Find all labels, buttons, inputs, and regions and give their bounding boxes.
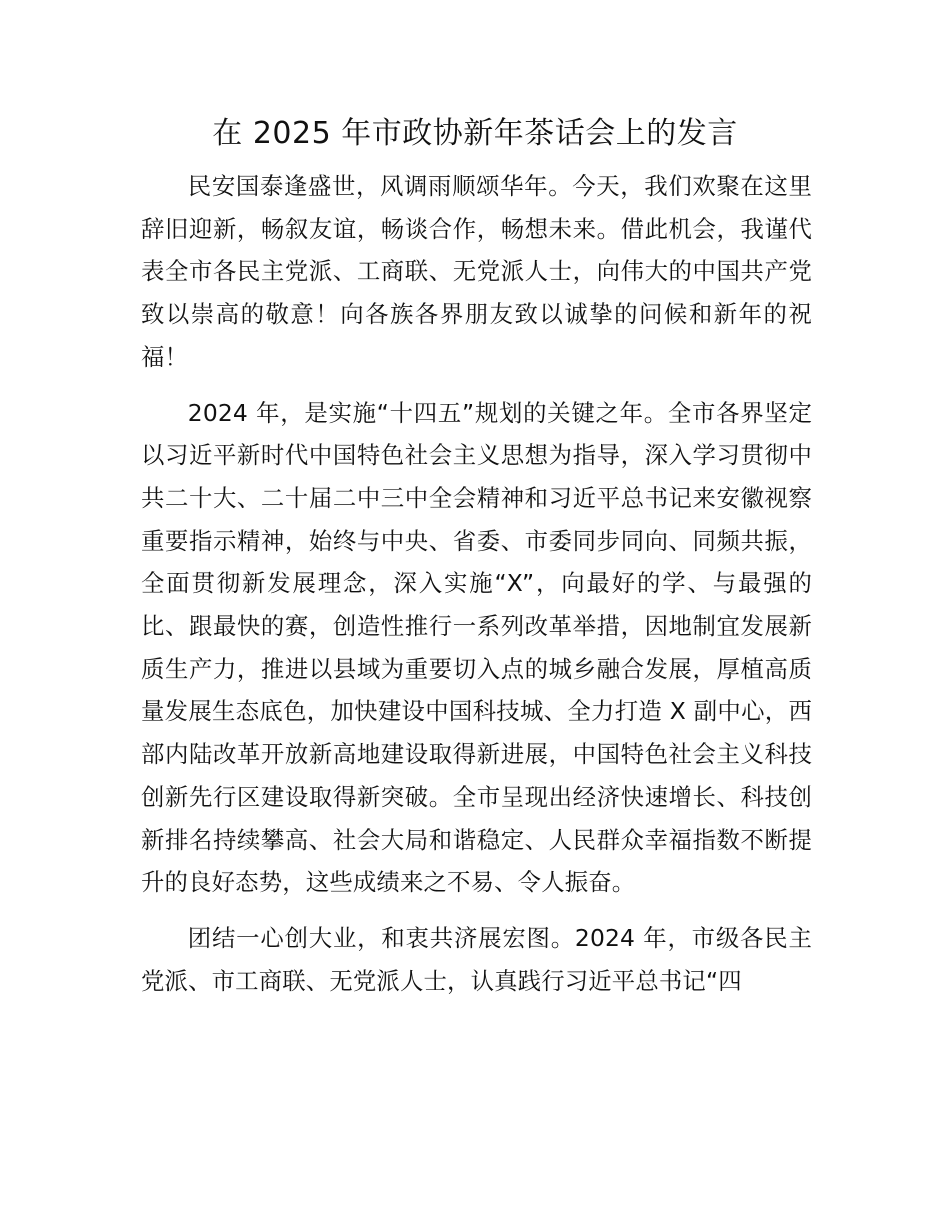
paragraph-unity: 团结一心创大业，和衷共济展宏图。2024 年，市级各民主党派、市工商联、无党派人士，认真践行习近平总书记“四 xyxy=(141,923,812,995)
paragraph-opening: 民安国泰逢盛世，风调雨顺颂华年。今天，我们欢聚在这里辞旧迎新，畅叙友谊，畅谈合作，畅想未来。借此机会，我谨代表全市各民主党派、工商联、无党派人士，向伟大的中国共产党致以崇高的敬意！向各族各界朋友致以诚挚的问候和新年的祝福！ xyxy=(141,172,812,371)
paragraph-2024-review: 2024 年，是实施“十四五”规划的关键之年。全市各界坚定以习近平新时代中国特色社会主义思想为指导，深入学习贯彻中共二十大、二十届二中三中全会精神和习近平总书记来安徽视察重要指示精神，始终与中央、省委、市委同步同向、同频共振，全面贯彻新发展理念，深入实施“X”，向最好的学、与最强的比、跟最快的赛，创造性推行一系列改革举措，因地制宜发展新质生产力，推进以县域为重要切入点的城乡融合发展，厚植高质量发展生态底色，加快建设中国科技城、全力打造 X 副中心，西部内陆改革开放新高地建设取得新进展，中国特色社会主义科技创新先行区建设取得新突破。全市呈现出经济快速增长、科技创新排名持续攀高、社会大局和谐稳定、人民群众幸福指数不断提升的良好态势，这些成绩来之不易、令人振奋。 xyxy=(141,398,812,897)
document-title: 在 2025 年市政协新年茶话会上的发言 xyxy=(212,116,738,151)
document-body xyxy=(141,165,812,1015)
